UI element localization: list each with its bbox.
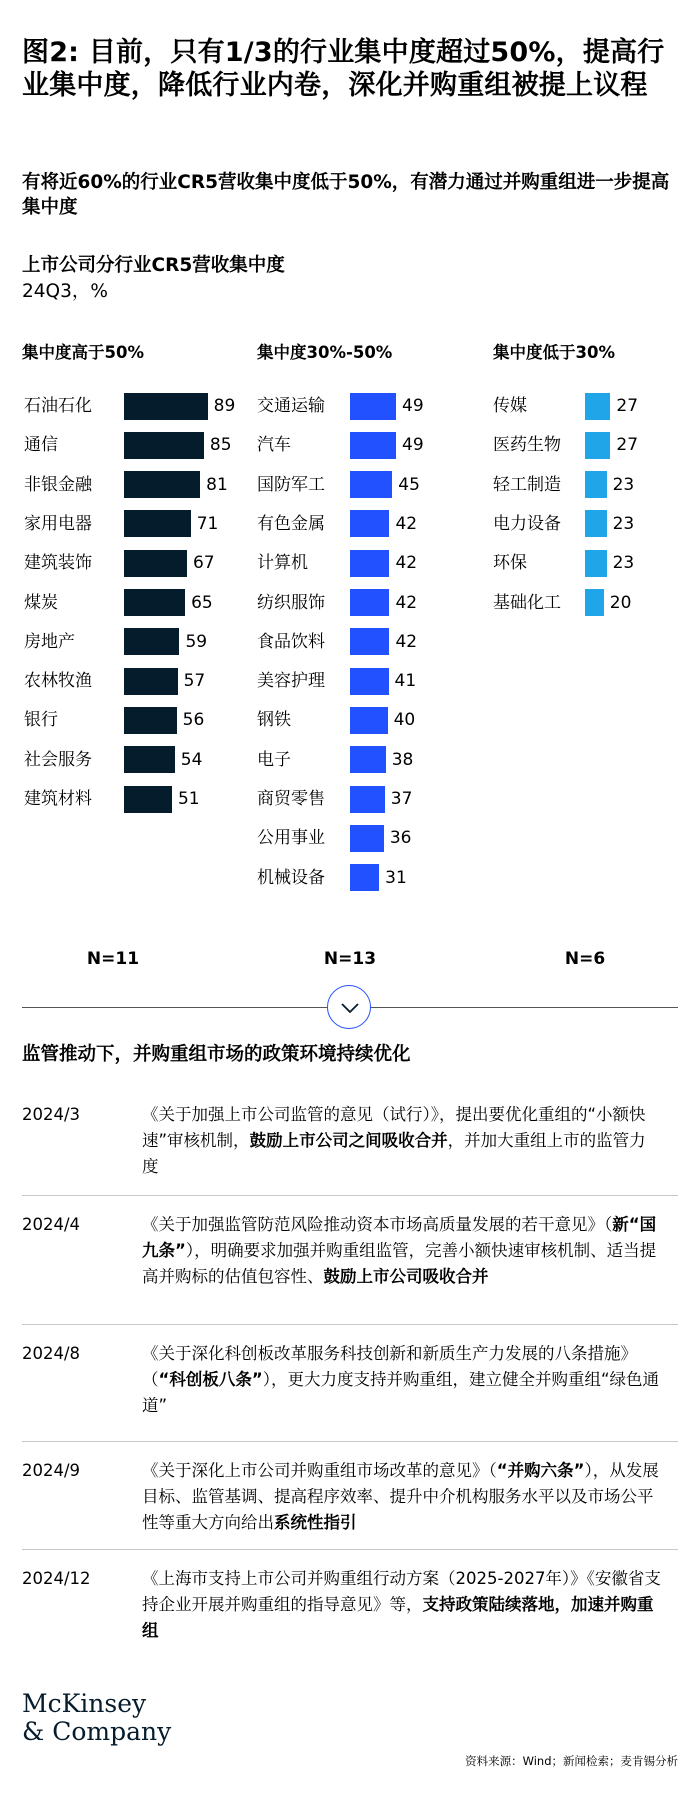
category-label: 国防军工	[257, 474, 325, 495]
bar	[124, 589, 185, 616]
policy-text: 《上海市支持上市公司并购重组行动方案（2025-2027年）》《安徽省支持企业开展并购重组的指导意见》等，	[142, 1569, 661, 1614]
bar	[350, 589, 389, 616]
value-label: 42	[395, 631, 418, 652]
policy-description	[142, 1458, 662, 1536]
value-label: 42	[395, 553, 418, 574]
policy-description	[142, 1102, 662, 1180]
policy-highlight: 支持政策陆续落地，加速并购重组	[142, 1595, 654, 1640]
chart-title: 上市公司分行业CR5营收集中度	[22, 255, 285, 276]
value-label: 49	[402, 396, 424, 416]
category-label: 电力设备	[493, 513, 561, 534]
policy-text: 《关于加强监管防范风险推动资本市场高质量发展的若干意见》（	[142, 1215, 613, 1234]
group-header: 集中度高于50%	[22, 343, 144, 362]
value-label: 51	[177, 789, 200, 809]
bar	[350, 707, 388, 734]
value-label: 23	[612, 513, 635, 534]
policy-date: 2024/8	[22, 1344, 81, 1363]
bar	[350, 432, 396, 459]
bar	[350, 668, 389, 695]
category-label: 电子	[257, 749, 291, 770]
bar	[350, 628, 389, 655]
policy-date: 2024/3	[22, 1105, 81, 1124]
bar	[124, 707, 177, 734]
policy-date: 2024/9	[22, 1461, 81, 1480]
group-count: N=13	[323, 949, 377, 969]
value-label: 42	[395, 592, 418, 613]
bar	[350, 510, 389, 537]
bar	[585, 471, 607, 498]
policy-text: ，并加大重组上市的监管力度	[142, 1131, 646, 1176]
value-label: 67	[192, 553, 215, 574]
group-count: N=6	[564, 949, 606, 969]
policy-highlight: 鼓励上市公司吸收合并	[323, 1267, 489, 1286]
category-label: 钢铁	[257, 710, 291, 731]
policy-description	[142, 1212, 662, 1290]
policy-highlight: 鼓励上市公司之间吸收合并	[249, 1131, 448, 1150]
bar	[124, 628, 179, 655]
bar	[585, 589, 604, 616]
value-label: 42	[395, 513, 418, 534]
category-label: 家用电器	[24, 513, 92, 534]
bar	[585, 510, 607, 537]
value-label: 45	[398, 474, 420, 495]
category-label: 轻工制造	[493, 474, 561, 495]
bar	[350, 786, 385, 813]
policy-highlight: “并购六条”	[496, 1461, 585, 1480]
bar	[124, 393, 208, 420]
category-label: 建筑材料	[24, 789, 92, 809]
logo-line-2: & Company	[22, 1717, 172, 1746]
logo-line-1: McKinsey	[22, 1689, 147, 1718]
value-label: 23	[612, 474, 635, 495]
category-label: 计算机	[257, 553, 308, 574]
bar	[350, 746, 386, 773]
bar	[124, 786, 172, 813]
mckinsey-logo	[22, 1690, 171, 1746]
category-label: 汽车	[257, 435, 291, 456]
value-label: 57	[183, 671, 206, 692]
page-subtitle: 有将近60%的行业CR5营收集中度低于50%，有潜力通过并购重组进一步提高集中度	[22, 172, 670, 218]
value-label: 59	[185, 631, 208, 652]
category-label: 医药生物	[493, 435, 561, 456]
policy-text: ），从发展目标、监管基调、提高程序效率、提升中介机构服务水平以及市场公平性等重大方向给出	[142, 1461, 659, 1532]
chevron-down-icon	[339, 998, 361, 1018]
category-label: 纺织服饰	[257, 592, 325, 613]
value-label: 65	[191, 592, 213, 613]
value-label: 40	[393, 710, 416, 731]
category-label: 公用事业	[257, 828, 325, 849]
group-header: 集中度低于30%	[493, 343, 615, 362]
bar	[350, 864, 379, 891]
value-label: 71	[196, 513, 219, 534]
value-label: 27	[616, 396, 639, 416]
bar	[350, 471, 392, 498]
group-header: 集中度30%-50%	[257, 343, 393, 362]
policy-description	[142, 1341, 662, 1419]
policy-text: ），更大力度支持并购重组，建立健全并购重组“绿色通道”	[142, 1370, 660, 1415]
value-label: 49	[402, 435, 424, 456]
bar	[124, 432, 204, 459]
policy-highlight: “科创板八条”	[158, 1370, 263, 1389]
group-count: N=11	[86, 949, 140, 969]
category-label: 社会服务	[24, 749, 92, 770]
category-label: 食品饮料	[257, 631, 325, 652]
value-label: 81	[206, 474, 228, 495]
bar	[350, 393, 396, 420]
policy-highlight: 系统性指引	[274, 1513, 357, 1532]
bar	[124, 746, 175, 773]
value-label: 41	[394, 671, 417, 692]
category-label: 房地产	[24, 631, 75, 652]
category-label: 环保	[493, 553, 527, 574]
category-label: 煤炭	[24, 592, 58, 613]
policy-text: 《关于深化科创板改革服务科技创新和新质生产力发展的八条措施》（	[142, 1344, 637, 1389]
value-label: 89	[213, 396, 236, 416]
value-label: 23	[612, 553, 635, 574]
category-label: 银行	[24, 710, 58, 731]
category-label: 交通运输	[257, 396, 325, 416]
category-label: 农林牧渔	[24, 671, 92, 692]
category-label: 基础化工	[493, 592, 561, 613]
policy-date: 2024/12	[22, 1569, 91, 1588]
value-label: 36	[389, 828, 412, 849]
value-label: 27	[616, 435, 639, 456]
value-label: 54	[180, 749, 203, 770]
policy-separator	[22, 1441, 678, 1442]
policy-text: 《关于深化上市公司并购重组市场改革的意见》（	[142, 1461, 497, 1480]
value-label: 31	[385, 867, 407, 888]
chart-unit: 24Q3，%	[22, 281, 108, 302]
category-label: 石油石化	[24, 396, 92, 416]
bar	[585, 393, 610, 420]
bar	[124, 471, 200, 498]
bar	[124, 550, 187, 577]
value-label: 85	[209, 435, 232, 456]
category-label: 机械设备	[257, 867, 325, 888]
bar	[350, 825, 384, 852]
policy-heading: 监管推动下，并购重组市场的政策环境持续优化	[22, 1044, 411, 1065]
value-label: 56	[182, 710, 205, 731]
bar	[585, 432, 610, 459]
bar	[350, 550, 389, 577]
bar	[124, 510, 191, 537]
policy-separator	[22, 1549, 678, 1550]
policy-text: 《关于加强上市公司监管的意见（试行）》，提出要优化重组的“小额快速”审核机制，	[142, 1105, 646, 1150]
category-label: 美容护理	[257, 671, 325, 692]
category-label: 传媒	[493, 396, 527, 416]
bar	[585, 550, 607, 577]
category-label: 有色金属	[257, 513, 325, 534]
page-title: 图2: 目前，只有1/3的行业集中度超过50%，提高行业集中度，降低行业内卷，深化并购重组被提上议程	[22, 37, 665, 101]
value-label: 38	[391, 749, 414, 770]
expand-button[interactable]	[327, 985, 371, 1029]
policy-separator	[22, 1195, 678, 1196]
category-label: 建筑装饰	[24, 553, 92, 574]
policy-highlight: 新“国九条”	[142, 1215, 657, 1260]
category-label: 通信	[24, 435, 58, 456]
category-label: 非银金融	[24, 474, 92, 495]
source-note: 资料来源：Wind；新闻检索；麦肯锡分析	[465, 1754, 678, 1768]
value-label: 37	[390, 789, 413, 809]
policy-description	[142, 1566, 662, 1644]
value-label: 20	[609, 592, 632, 613]
category-label: 商贸零售	[257, 789, 325, 809]
policy-text: ），明确要求加强并购重组监管，完善小额快速审核机制、适当提高并购标的估值包容性、	[142, 1241, 657, 1286]
bar	[124, 668, 178, 695]
policy-separator	[22, 1324, 678, 1325]
policy-date: 2024/4	[22, 1215, 81, 1234]
